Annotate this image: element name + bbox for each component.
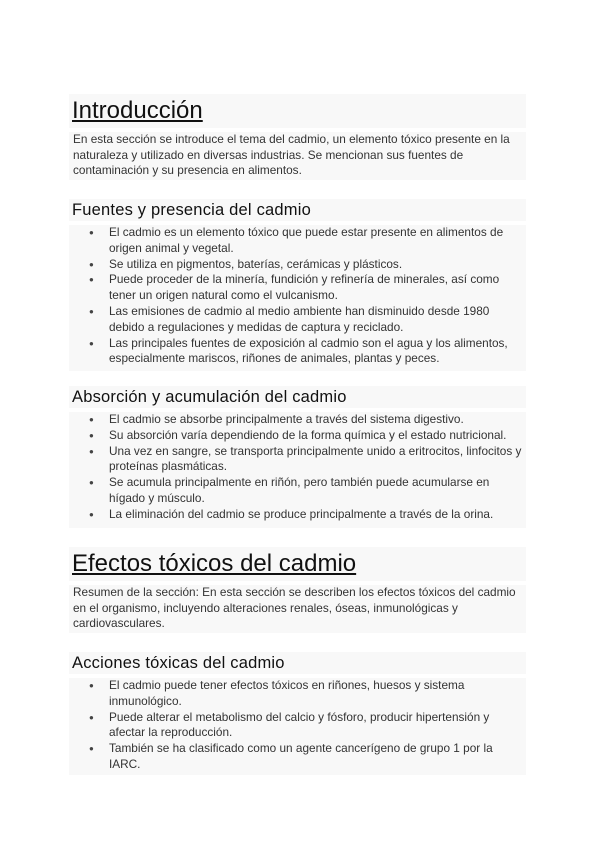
section-summary-block bbox=[69, 132, 526, 180]
subsection-heading-block bbox=[69, 199, 526, 221]
subsection-title-absorcion: Absorción y acumulación del cadmio bbox=[72, 388, 347, 406]
section-summary-efectos: Resumen de la sección: En esta sección se describen los efectos tóxicos del cadmio en el organismo, incluyendo alteraciones renales, óseas, inmunológicas y cardiovasculares. bbox=[73, 585, 516, 631]
list-item: ● Se utiliza en pigmentos, baterías, cerámicas y plásticos. bbox=[69, 257, 526, 273]
subsection-title-acciones: Acciones tóxicas del cadmio bbox=[72, 654, 285, 672]
list-item: ● Las principales fuentes de exposición al cadmio son el agua y los alimentos, especialmente mariscos, riñones de animales, plantas y peces. bbox=[69, 336, 526, 368]
section-heading-block bbox=[69, 547, 526, 581]
list-item: ● También se ha clasificado como un agente cancerígeno de grupo 1 por la IARC. bbox=[69, 741, 526, 773]
list-item: ● Puede proceder de la minería, fundición y refinería de minerales, así como tener un origen natural como el vulcanismo. bbox=[69, 272, 526, 304]
bullet-list-acciones bbox=[69, 678, 526, 773]
list-item: ● El cadmio es un elemento tóxico que puede estar presente en alimentos de origen animal y vegetal. bbox=[69, 225, 526, 257]
list-item: ● La eliminación del cadmio se produce principalmente a través de la orina. bbox=[69, 507, 526, 523]
subsection-heading-block bbox=[69, 386, 526, 408]
section-summary-block bbox=[69, 585, 526, 633]
bullet-list-block bbox=[69, 678, 526, 775]
bullet-list-fuentes bbox=[69, 225, 526, 367]
section-summary-introduccion: En esta sección se introduce el tema del cadmio, un elemento tóxico presente en la naturaleza y utilizado en diversas industrias. Se mencionan sus fuentes de contaminación y su presencia en alimentos. bbox=[73, 132, 510, 178]
subsection-heading-block bbox=[69, 652, 526, 674]
list-item: ● El cadmio puede tener efectos tóxicos en riñones, huesos y sistema inmunológico. bbox=[69, 678, 526, 710]
list-item: ● El cadmio se absorbe principalmente a través del sistema digestivo. bbox=[69, 412, 526, 428]
list-item: ● Se acumula principalmente en riñón, pero también puede acumularse en hígado y músculo. bbox=[69, 475, 526, 507]
list-item: ● Puede alterar el metabolismo del calcio y fósforo, producir hipertensión y afectar la reproducción. bbox=[69, 710, 526, 742]
list-item: ● Una vez en sangre, se transporta principalmente unido a eritrocitos, linfocitos y proteínas plasmáticas. bbox=[69, 444, 526, 476]
list-item: ● Su absorción varía dependiendo de la forma química y el estado nutricional. bbox=[69, 428, 526, 444]
list-item: ● Las emisiones de cadmio al medio ambiente han disminuido desde 1980 debido a regulaciones y medidas de captura y reciclado. bbox=[69, 304, 526, 336]
subsection-title-fuentes: Fuentes y presencia del cadmio bbox=[72, 201, 311, 219]
section-title-efectos: Efectos tóxicos del cadmio bbox=[72, 550, 357, 577]
section-heading-block bbox=[69, 94, 526, 128]
bullet-list-block bbox=[69, 412, 526, 528]
bullet-list-block bbox=[69, 225, 526, 371]
section-title-introduccion: Introducción bbox=[72, 97, 203, 124]
bullet-list-absorcion bbox=[69, 412, 526, 523]
